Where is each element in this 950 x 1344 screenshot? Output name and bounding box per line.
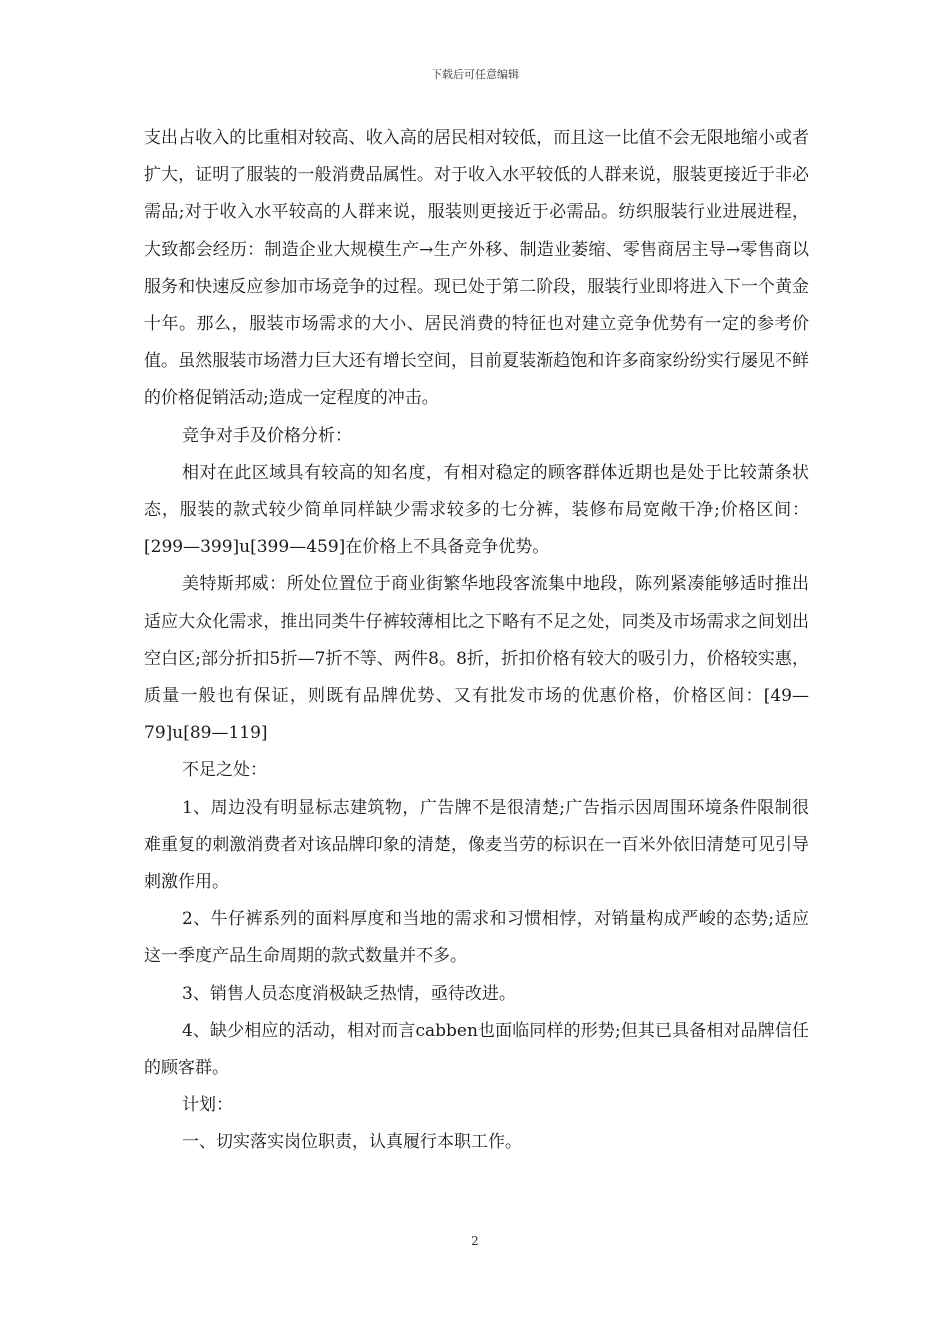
section-heading-plan: 计划： <box>182 1095 233 1116</box>
paragraph-competitor-metersbonwe: 美特斯邦威：所处位置位于商业街繁华地段客流集中地段，陈列紧凑能够适时推出适应大众化需求，推出同类牛仔裤较薄相比之下略有不足之处，同类及市场需求之间划出空白区;部分折扣5折—7折不等、两件8。8折，折扣价格有较大的吸引力，价格较实惠，质量一般也有保证，则既有品牌优势、又有批发市场的优惠价格，价格区间：[49—79]u[89—119] <box>144 574 809 744</box>
paragraph-market-demand: 支出占收入的比重相对较高、收入高的居民相对较低，而且这一比值不会无限地缩小或者扩大，证明了服装的一般消费品属性。对于收入水平较低的人群来说，服装更接近于非必需品;对于收入水平较高的人群来说，服装则更接近于必需品。纺织服装行业进展进程，大致都会经历：制造企业大规模生产→生产外移、制造业萎缩、零售商居主导→零售商以服务和快速反应参加市场竞争的过程。现已处于第二阶段，服装行业即将进入下一个黄金十年。那么，服装市场需求的大小、居民消费的特征也对建立竞争优势有一定的参考价值。虽然服装市场潜力巨大还有增长空间，目前夏装渐趋饱和许多商家纷纷实行屡见不鲜的价格促销活动;造成一定程度的冲击。 <box>144 128 809 409</box>
document-body <box>144 120 809 1162</box>
paragraph-competitor-1: 相对在此区域具有较高的知名度，有相对稳定的顾客群体近期也是处于比较萧条状态，服装的款式较少简单同样缺少需求较多的七分裤，装修布局宽敞干净;价格区间：[299—399]u[399—459]在价格上不具备竞争优势。 <box>144 462 809 558</box>
section-heading-competitor-analysis: 竞争对手及价格分析： <box>182 425 352 446</box>
list-item-shortcoming-2: 2、牛仔裤系列的面料厚度和当地的需求和习惯相悖，对销量构成严峻的态势;适应这一季度产品生命周期的款式数量并不多。 <box>144 909 809 967</box>
list-item-shortcoming-3: 3、销售人员态度消极缺乏热情，亟待改进。 <box>182 983 516 1004</box>
page-number: 2 <box>471 1234 479 1248</box>
list-item-plan-1: 一、切实落实岗位职责，认真履行本职工作。 <box>182 1132 522 1153</box>
list-item-shortcoming-1: 1、周边没有明显标志建筑物，广告牌不是很清楚;广告指示因周围环境条件限制很难重复的刺激消费者对该品牌印象的清楚，像麦当劳的标识在一百米外依旧清楚可见引导刺激作用。 <box>144 797 809 893</box>
list-item-shortcoming-4: 4、缺少相应的活动，相对而言cabben也面临同样的形势;但其已具备相对品牌信任的顾客群。 <box>144 1020 809 1079</box>
section-heading-shortcomings: 不足之处： <box>182 760 267 781</box>
page-header: 下载后可任意编辑 <box>431 68 519 81</box>
